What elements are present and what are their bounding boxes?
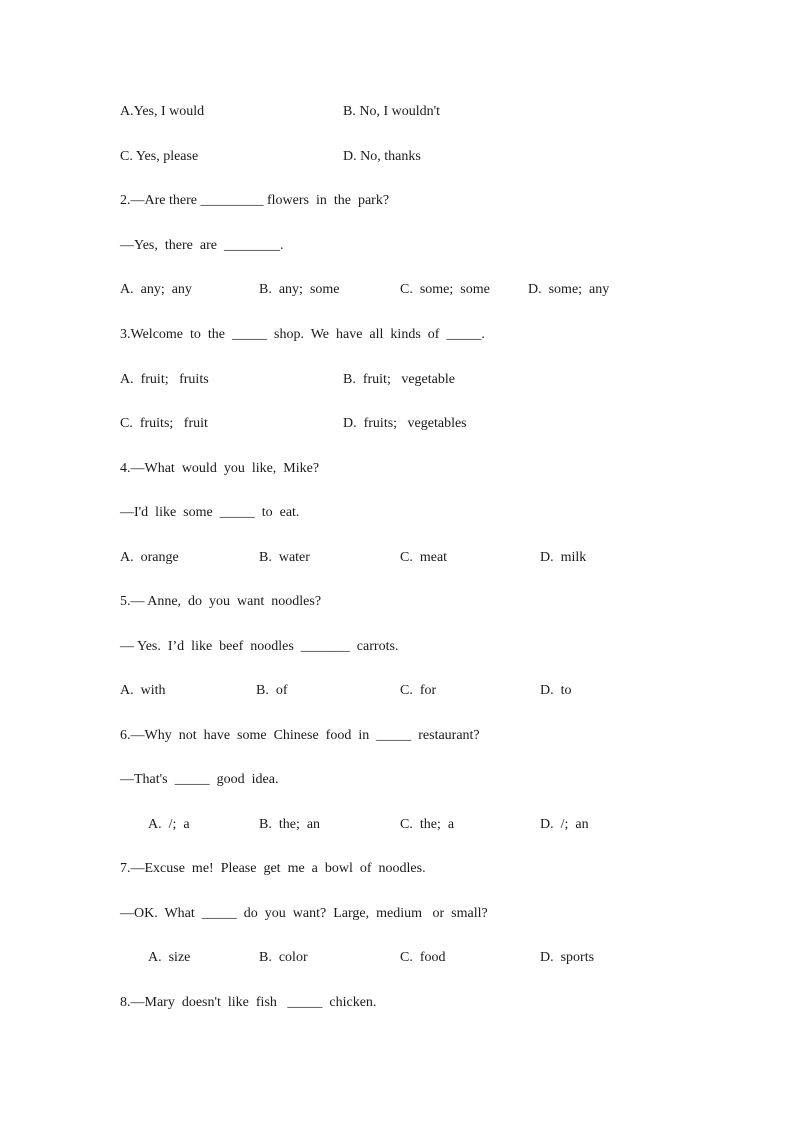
q3-option-a: A. fruit; fruits: [120, 372, 209, 387]
q5-option-b: B. of: [256, 683, 288, 698]
q7-option-b: B. color: [259, 950, 308, 965]
q4-option-a: A. orange: [120, 550, 179, 565]
q2-option-a: A. any; any: [120, 282, 192, 297]
q2-reply: —Yes, there are ________.: [120, 238, 284, 253]
q2-option-c: C. some; some: [400, 282, 490, 297]
q6-prompt: 6.—Why not have some Chinese food in _____ restaurant?: [120, 728, 480, 743]
q1-option-a: A.Yes, I would: [120, 104, 205, 119]
q3-option-c: C. fruits; fruit: [120, 416, 208, 431]
q6-option-b: B. the; an: [259, 817, 321, 832]
q5-reply: — Yes. I’d like beef noodles _______ carrots.: [120, 639, 399, 654]
q4-prompt: 4.—What would you like, Mike?: [120, 461, 320, 476]
q4-option-c: C. meat: [400, 550, 448, 565]
q6-reply: —That's _____ good idea.: [120, 772, 279, 787]
q6-option-d: D. /; an: [540, 817, 589, 832]
q8-prompt: 8.—Mary doesn't like fish _____ chicken.: [120, 995, 377, 1010]
q4-option-b: B. water: [259, 550, 310, 565]
q3-option-d: D. fruits; vegetables: [343, 416, 467, 431]
q7-option-d: D. sports: [540, 950, 595, 965]
q1-option-b: B. No, I wouldn't: [343, 104, 441, 119]
q2-option-b: B. any; some: [259, 282, 340, 297]
q4-option-d: D. milk: [540, 550, 587, 565]
q7-option-c: C. food: [400, 950, 446, 965]
q1-option-d: D. No, thanks: [343, 149, 421, 164]
q2-option-d: D. some; any: [528, 282, 610, 297]
q7-reply: —OK. What _____ do you want? Large, medium or small?: [120, 906, 488, 921]
q5-option-d: D. to: [540, 683, 572, 698]
q3-option-b: B. fruit; vegetable: [343, 372, 455, 387]
q6-option-a: A. /; a: [148, 817, 190, 832]
q5-prompt: 5.— Anne, do you want noodles?: [120, 594, 322, 609]
q7-prompt: 7.—Excuse me! Please get me a bowl of noodles.: [120, 861, 426, 876]
q3-prompt: 3.Welcome to the _____ shop. We have all kinds of _____.: [120, 327, 485, 342]
q5-option-c: C. for: [400, 683, 437, 698]
q1-option-c: C. Yes, please: [120, 149, 199, 164]
q6-option-c: C. the; a: [400, 817, 455, 832]
q5-option-a: A. with: [120, 683, 166, 698]
q4-reply: —I'd like some _____ to eat.: [120, 505, 300, 520]
q7-option-a: A. size: [148, 950, 191, 965]
q2-prompt: 2.—Are there _________ flowers in the park?: [120, 193, 390, 208]
